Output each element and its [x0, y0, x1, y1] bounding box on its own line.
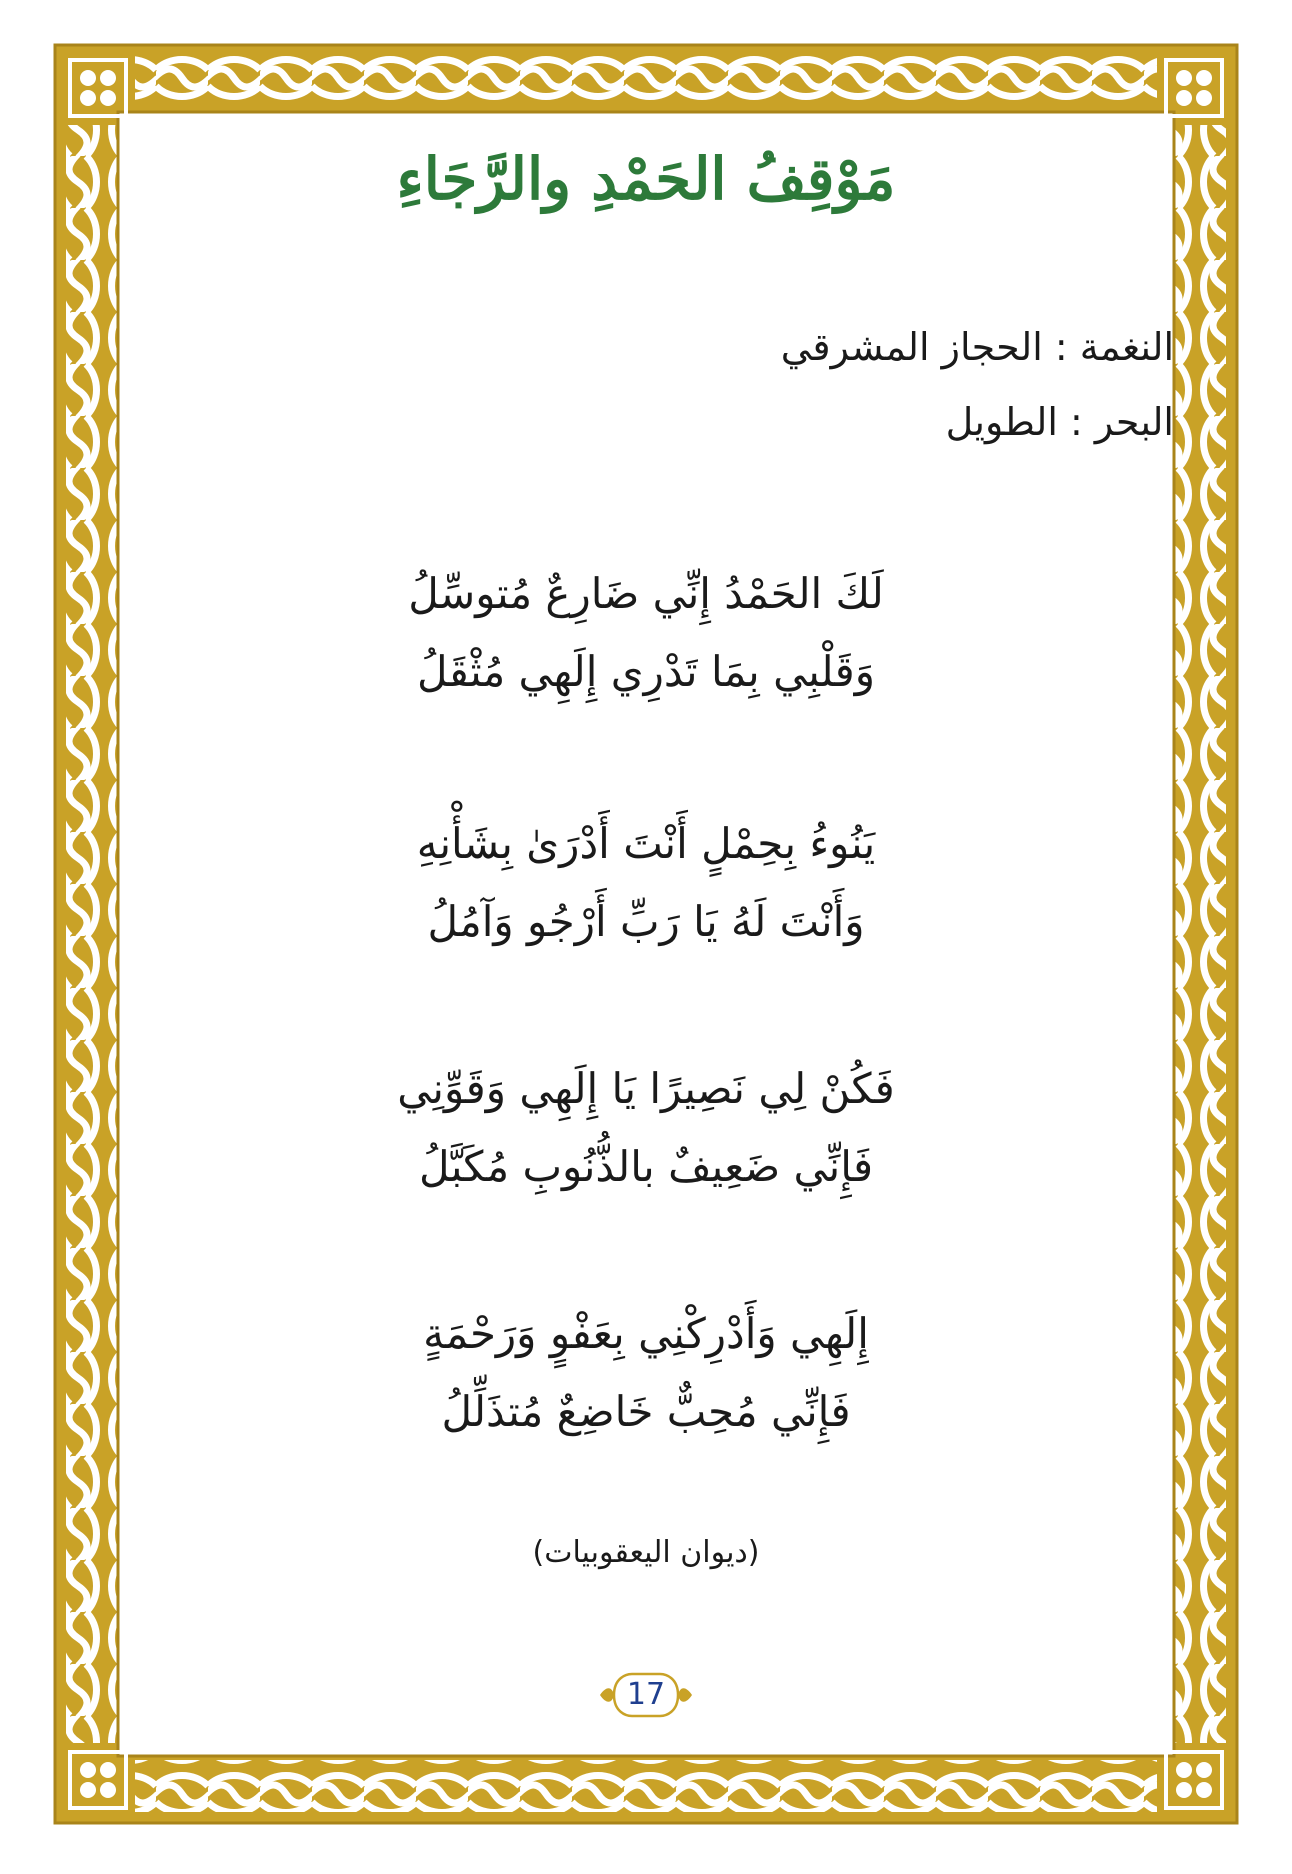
- meter-line: البحر : الطويل: [945, 400, 1174, 444]
- page-title: مَوْقِفُ الحَمْدِ والرَّجَاءِ: [396, 145, 896, 213]
- page-number: 17: [626, 1677, 666, 1712]
- source-citation: (ديوان اليعقوبيات): [532, 1535, 760, 1570]
- verse-stanza: [0, 1050, 1292, 1206]
- verse-line: وَأَنْتَ لَهُ يَا رَبِّ أَرْجُو وَآمُلُ: [427, 897, 865, 946]
- verse-line: فَإِنِّي مُحِبٌّ خَاضِعٌ مُتذَلِّلُ: [441, 1387, 851, 1436]
- maqam-line: النغمة : الحجاز المشرقي: [780, 325, 1174, 369]
- verse-line: فَكُنْ لِي نَصِيرًا يَا إِلَهِي وَقَوِّنِي: [397, 1064, 895, 1113]
- verse-line: وَقَلْبِي بِمَا تَدْرِي إِلَهِي مُثْقَلُ: [416, 647, 876, 696]
- verse-line: فَإِنِّي ضَعِيفٌ بالذُّنُوبِ مُكَبَّلُ: [418, 1142, 874, 1191]
- verse-stanza: [0, 805, 1292, 961]
- page-number-badge: [596, 1668, 696, 1722]
- verse-line: إِلَهِي وَأَدْرِكْنِي بِعَفْوٍ وَرَحْمَةٍ: [423, 1309, 869, 1358]
- verse-stanza: [0, 1295, 1292, 1451]
- verse-stanza: [0, 555, 1292, 711]
- verse-line: يَنُوءُ بِحِمْلٍ أَنْتَ أَدْرَىٰ بِشَأْنِهِ: [416, 819, 876, 868]
- verse-line: لَكَ الحَمْدُ إِنِّي ضَارِعٌ مُتوسِّلُ: [408, 569, 884, 618]
